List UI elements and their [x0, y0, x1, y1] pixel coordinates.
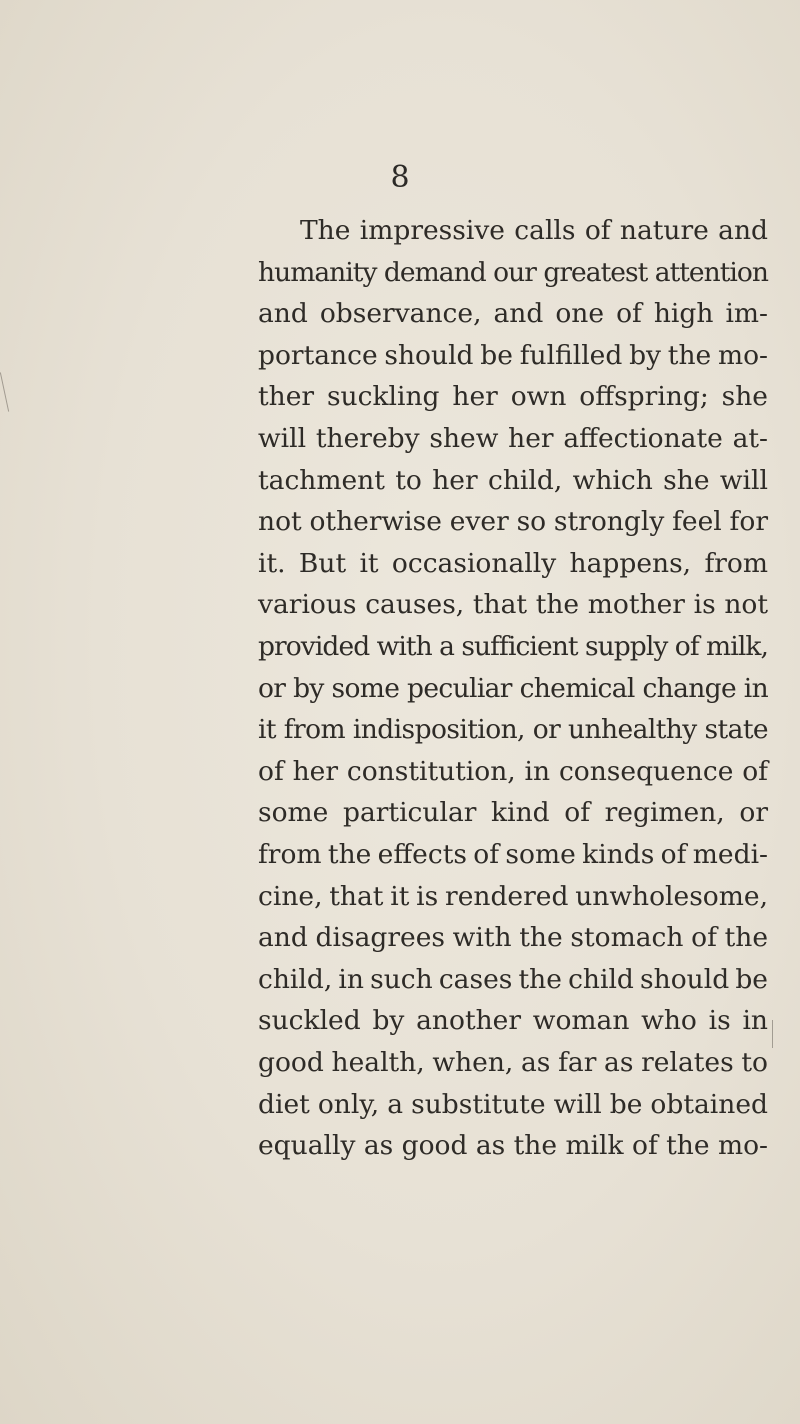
text-line: portance should be fulfilled by the mo- — [258, 339, 768, 371]
text-line: ther suckling her own offspring; she — [258, 381, 768, 413]
text-line: from the effects of some kinds of medi- — [258, 839, 768, 870]
text-line: of her constitution, in consequence of — [258, 755, 768, 787]
text-line: diet only, a substitute will be obtained — [258, 1088, 768, 1120]
text-line: it from indisposition, or unhealthy state — [258, 714, 768, 746]
text-line: tachment to her child, which she will — [258, 464, 768, 496]
text-line: or by some peculiar chemical change in — [258, 672, 768, 704]
text-line: some particular kind of regimen, or — [258, 797, 768, 829]
text-line: will thereby shew her affectionate at- — [258, 423, 768, 454]
text-line: and observance, and one of high im- — [258, 298, 768, 330]
text-line: cine, that it is rendered unwholesome, — [258, 880, 768, 912]
text-line: equally as good as the milk of the mo- — [258, 1130, 768, 1162]
page-number: 8 — [390, 160, 410, 195]
text-line: The impressive calls of nature and — [300, 215, 768, 246]
text-line: provided with a sufficient supply of milk, — [258, 631, 768, 662]
text-line: humanity demand our greatest attention — [258, 256, 768, 288]
margin-mark — [0, 372, 9, 411]
text-line: child, in such cases the child should be — [258, 963, 768, 995]
text-line: and disagrees with the stomach of the — [258, 922, 768, 954]
margin-mark — [772, 1020, 773, 1048]
text-line: good health, when, as far as relates to — [258, 1047, 768, 1078]
text-line: various causes, that the mother is not — [258, 589, 768, 621]
text-line: not otherwise ever so strongly feel for — [258, 506, 768, 538]
text-line: it. But it occasionally happens, from — [258, 547, 768, 579]
text-line: suckled by another woman who is in — [258, 1005, 768, 1037]
